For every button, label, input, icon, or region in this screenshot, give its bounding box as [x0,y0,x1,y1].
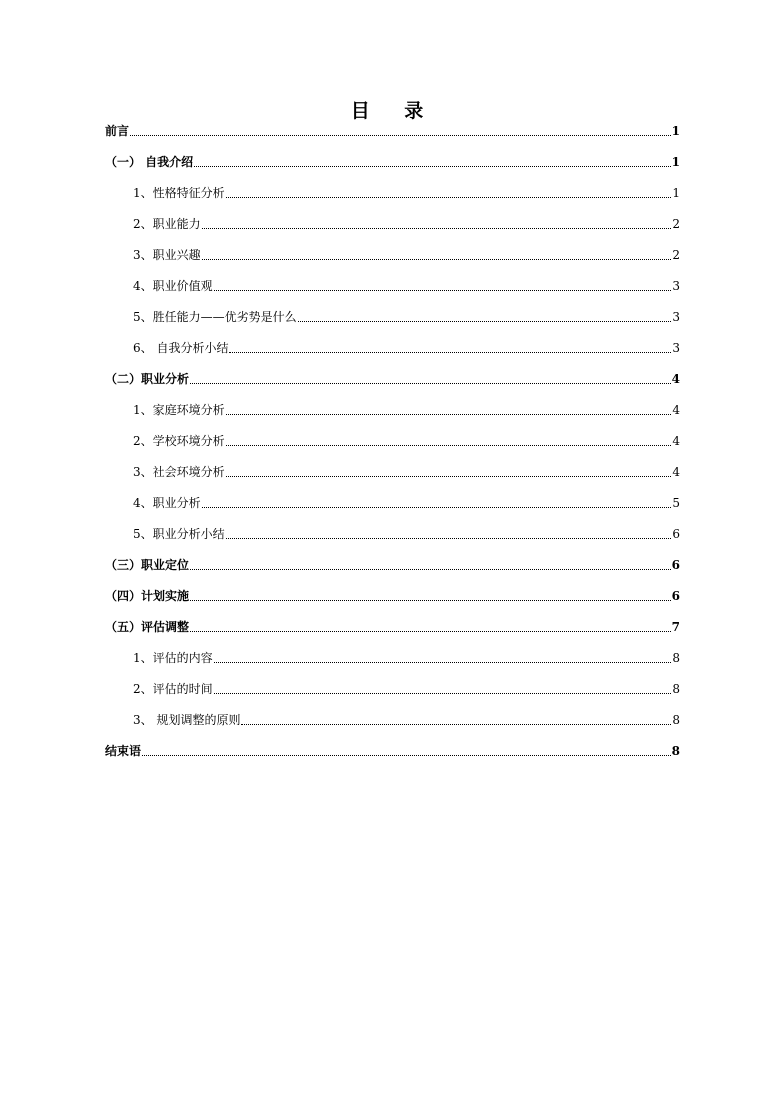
dot-leader [202,228,671,229]
toc-entry-self-summary[interactable] [133,334,680,362]
toc-entry-school-env[interactable] [133,427,680,455]
dot-leader [226,538,671,539]
dot-leader [190,569,671,570]
dot-leader [214,662,671,663]
toc-entry-page: 7 [671,620,680,634]
toc-entry-competence[interactable] [133,303,680,331]
toc-entry-label: 2、评估的时间 [133,682,213,696]
toc-entry-label: 1、性格特征分析 [133,186,225,200]
toc-entry-label: 前言 [105,124,130,138]
toc-entry-page: 5 [672,496,680,510]
toc-entry-ability[interactable] [133,210,680,238]
toc-entry-plan[interactable] [105,582,680,610]
toc-entry-career-summary[interactable] [133,520,680,548]
toc-entry-personality[interactable] [133,179,680,207]
toc-entry-page: 2 [672,217,680,231]
toc-entry-adjust-principles[interactable] [133,706,680,734]
dot-leader [190,600,671,601]
toc-entry-eval-time[interactable] [133,675,680,703]
toc-entry-page: 4 [672,434,680,448]
toc-entry-page: 6 [671,558,680,572]
dot-leader [226,414,671,415]
dot-leader [202,507,671,508]
toc-entry-page: 4 [672,465,680,479]
dot-leader [190,631,671,632]
toc-entry-label: （二）职业分析 [105,372,190,386]
toc-entry-label: （四）计划实施 [105,589,190,603]
toc-entry-label: 4、职业价值观 [133,279,213,293]
toc-entry-page: 4 [671,372,680,386]
toc-entry-evaluation[interactable] [105,613,680,641]
toc-entry-career[interactable] [133,489,680,517]
dot-leader [229,352,671,353]
dot-leader [226,476,671,477]
toc-entry-label: 2、学校环境分析 [133,434,225,448]
toc-entry-page: 3 [672,310,680,324]
toc-entry-page: 1 [672,186,680,200]
dot-leader [194,166,670,167]
toc-entry-page: 3 [672,341,680,355]
dot-leader [298,321,671,322]
toc-entry-label: 3、 规划调整的原则 [133,713,241,727]
toc-entry-page: 6 [672,527,680,541]
toc-entry-page: 8 [672,651,680,665]
toc-entry-label: 1、家庭环境分析 [133,403,225,417]
toc-entry-label: 5、职业分析小结 [133,527,225,541]
page-title: 目 录 [350,99,438,122]
dot-leader [241,724,671,725]
dot-leader [130,135,671,136]
toc-entry-page: 4 [672,403,680,417]
toc-entry-page: 1 [671,124,680,138]
toc-entry-label: 6、 自我分析小结 [133,341,229,355]
toc-entry-eval-content[interactable] [133,644,680,672]
toc-entry-positioning[interactable] [105,551,680,579]
toc-entry-label: （三）职业定位 [105,558,190,572]
toc-entry-page: 8 [672,713,680,727]
toc-entry-label: 结束语 [105,744,142,758]
toc-entry-label: 3、职业兴趣 [133,248,201,262]
dot-leader [202,259,671,260]
dot-leader [142,755,671,756]
toc-entry-label: 5、胜任能力——优劣势是什么 [133,310,297,324]
toc-entry-career-analysis[interactable] [105,365,680,393]
toc-entry-label: 4、职业分析 [133,496,201,510]
dot-leader [226,197,671,198]
toc-entry-interest[interactable] [133,241,680,269]
toc-entry-social-env[interactable] [133,458,680,486]
toc-entry-page: 8 [672,682,680,696]
toc-entry-page: 1 [671,155,680,169]
toc-entry-page: 6 [671,589,680,603]
toc-entry-self-intro[interactable] [105,148,680,176]
toc-entry-preface[interactable] [105,117,680,145]
toc-entry-label: （五）评估调整 [105,620,190,634]
dot-leader [190,383,671,384]
toc-entry-label: 2、职业能力 [133,217,201,231]
toc-entry-label: 1、评估的内容 [133,651,213,665]
toc-entry-page: 2 [672,248,680,262]
toc-entry-conclusion[interactable] [105,737,680,765]
toc-entry-page: 8 [671,744,680,758]
toc-entry-family-env[interactable] [133,396,680,424]
toc-entry-label: 3、社会环境分析 [133,465,225,479]
toc-entry-values[interactable] [133,272,680,300]
toc-entry-label: （一） 自我介绍 [105,155,194,169]
dot-leader [226,445,671,446]
toc-entry-page: 3 [672,279,680,293]
dot-leader [214,290,671,291]
dot-leader [214,693,671,694]
